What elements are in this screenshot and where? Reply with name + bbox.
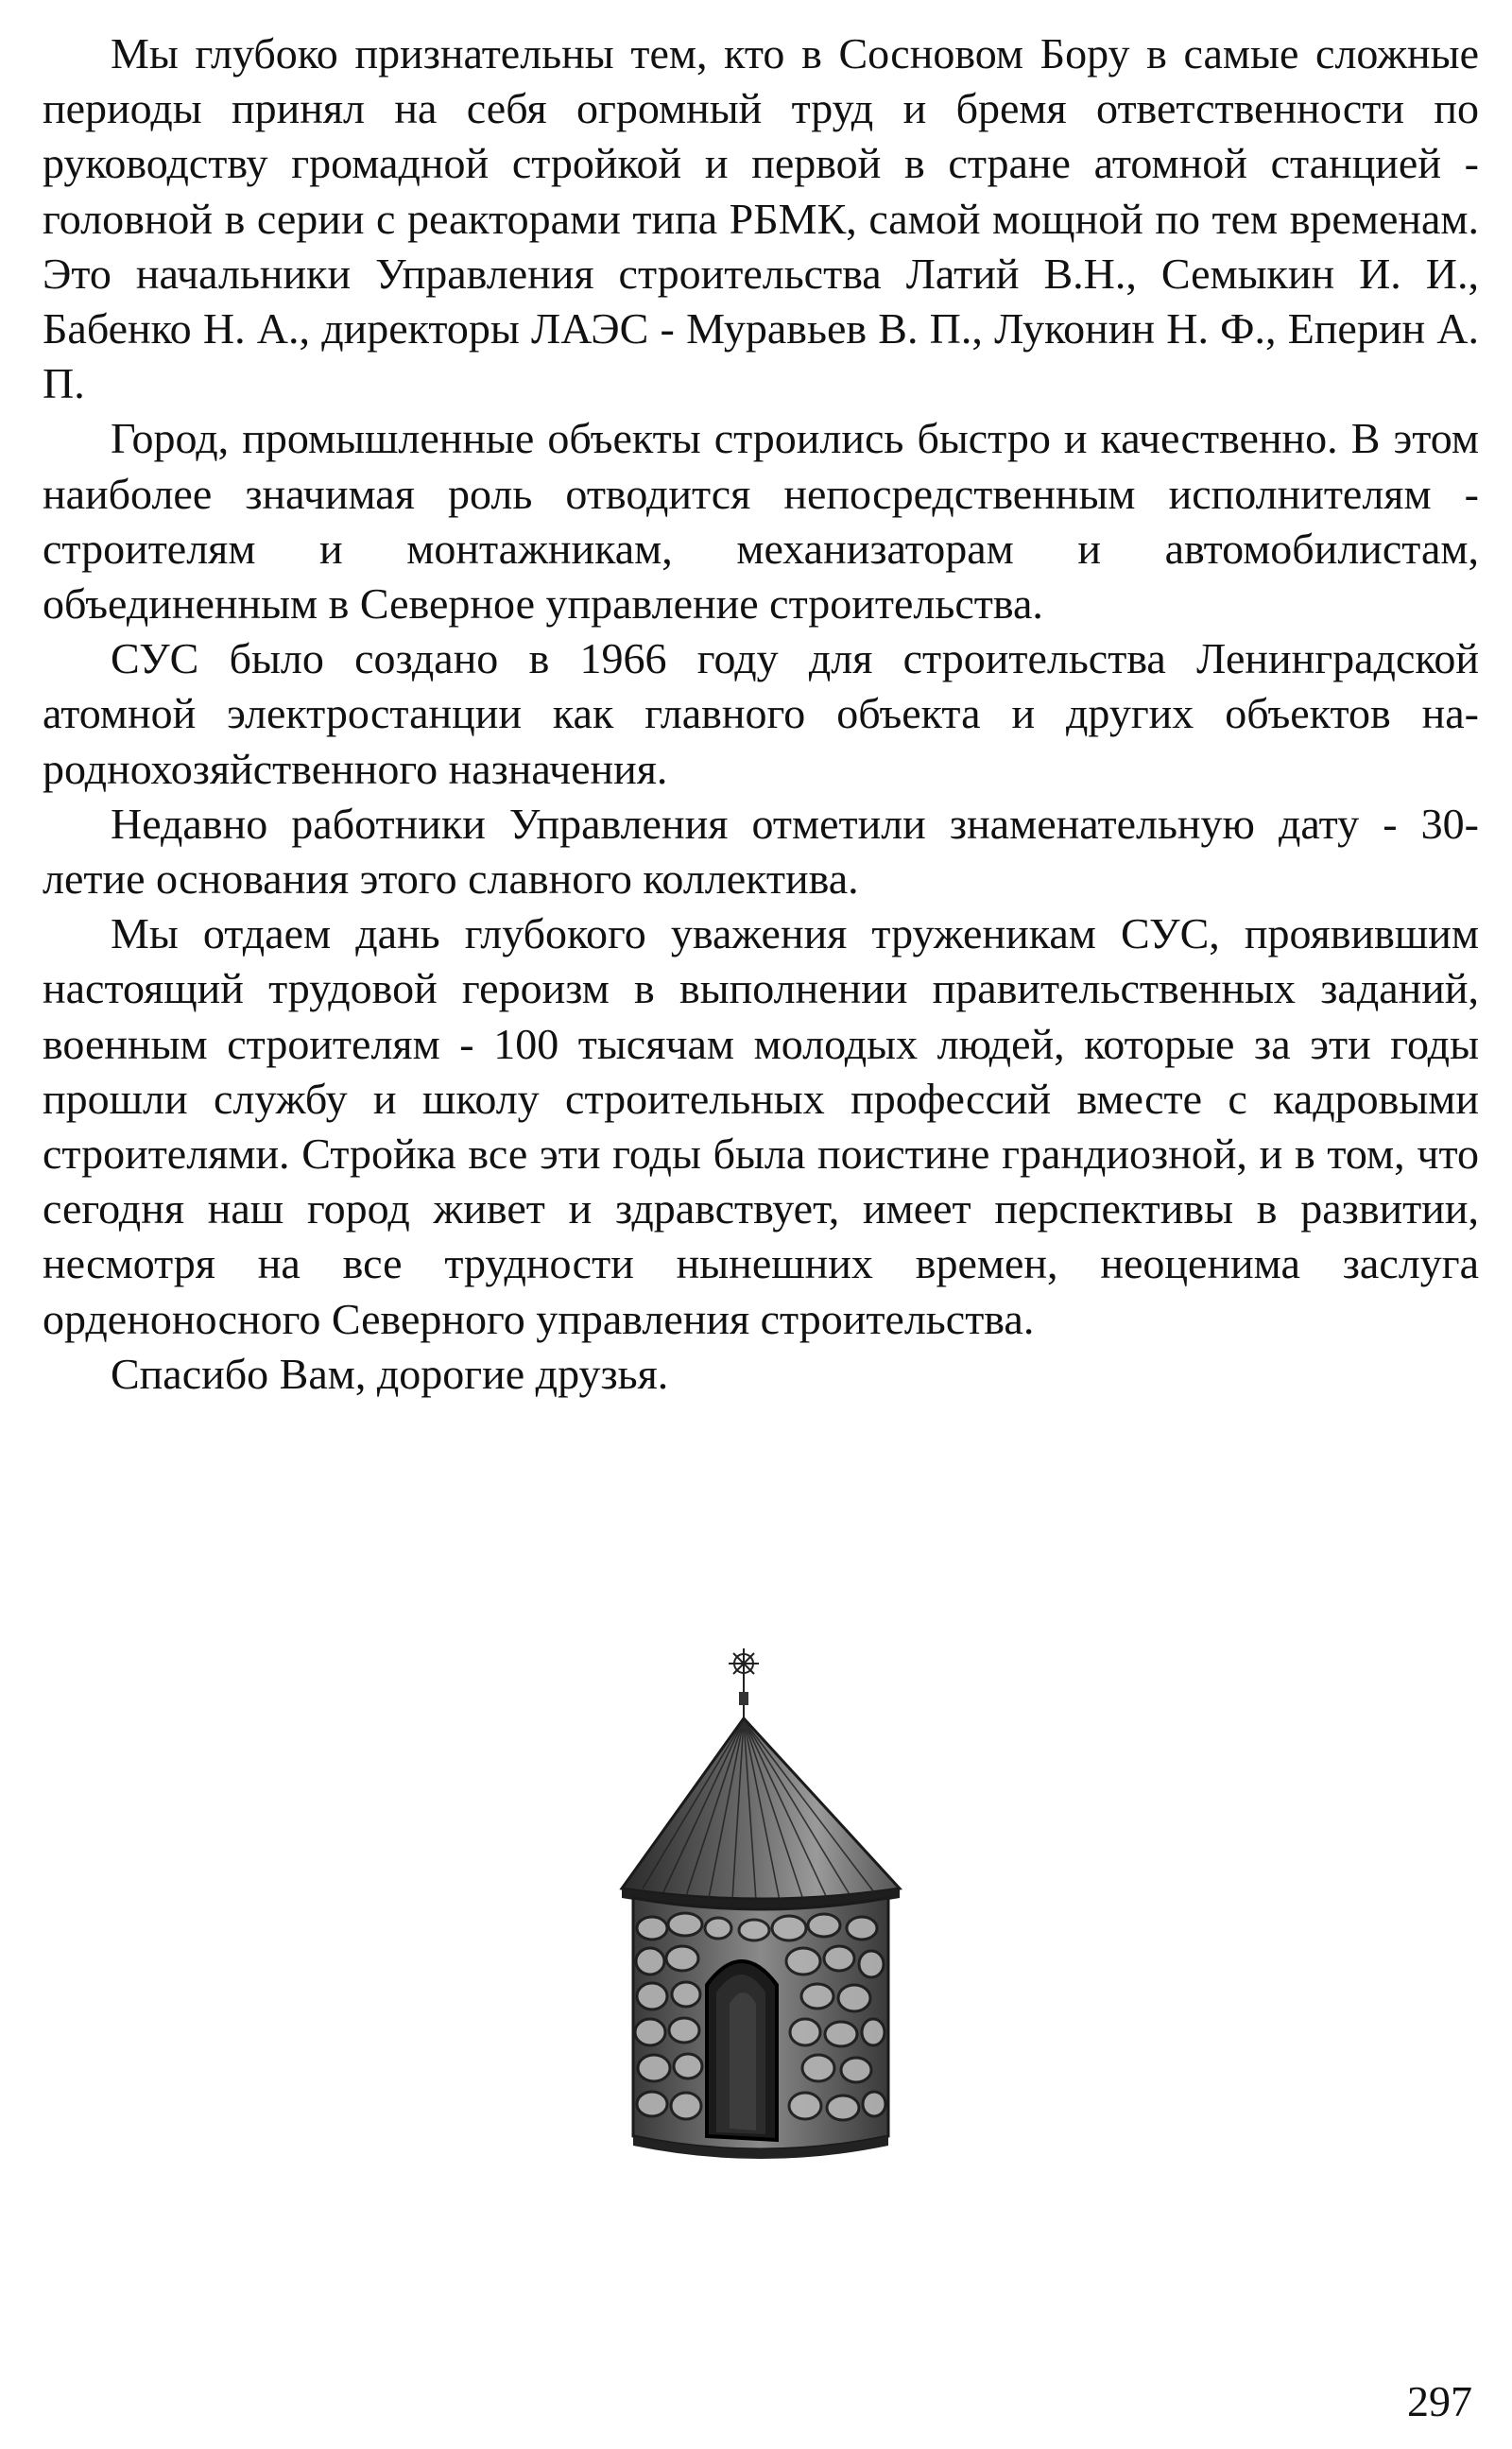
stone-tower-icon bbox=[605, 1645, 917, 2174]
paragraph-5: Мы отдаем дань глубокого уважения труженикам СУС, проявившим настоящий трудовой героизм в выполнении правительственных заданий, военным строителям - 100 тысячам молодых людей, которые за эти годы прошли службу и школу строительных профессий вместе с кадровыми строителями. Стройка все эти годы была поистине грандиозной, и в том, что сегодня наш город живет и здравствует, имеет перспективы в развитии, несмотря на все трудности нынешних времен, неоценима заслуга орденоносного Северного управления строительства. bbox=[43, 909, 1479, 1343]
paragraph-4: Недавно работники Управления отметили знаменательную дату - 30-летие основания этого славного коллектива. bbox=[43, 799, 1479, 904]
stone-tower-illustration bbox=[605, 1645, 917, 2174]
finial bbox=[729, 1648, 759, 1720]
paragraph-1: Мы глубоко признательны тем, кто в Сосновом Бору в самые сложные периоды принял на себя огромный труд и бремя ответственности по руководству громадной стройкой и первой в стране атомной станцией - головной в серии с реакторами типа РБМК, самой мощной по тем временам. Это начальники Управления строительства Латий В.Н., Семыкин И. И., Бабенко Н. А., директоры ЛАЭС - Муравьев В. П., Луконин Н. Ф., Еперин А. П. bbox=[43, 29, 1479, 408]
body-text bbox=[43, 26, 1479, 1402]
page-number: 297 bbox=[1407, 2377, 1472, 2425]
paragraph-2: Город, промышленные объекты строились быстро и качественно. В этом наиболее значимая роль отводится непосредственным исполнителям - строителям и монтажникам, механизаторам и автомобилистам, объединенным в Северное управление строительства. bbox=[43, 414, 1479, 629]
paragraph-6: Спасибо Вам, дорогие друзья. bbox=[111, 1349, 669, 1398]
paragraph-3: СУС было создано в 1966 году для строительства Ленинградской атомной электростанции как главного объекта и других объектов народнохозяйственного назначения. bbox=[43, 634, 1479, 793]
